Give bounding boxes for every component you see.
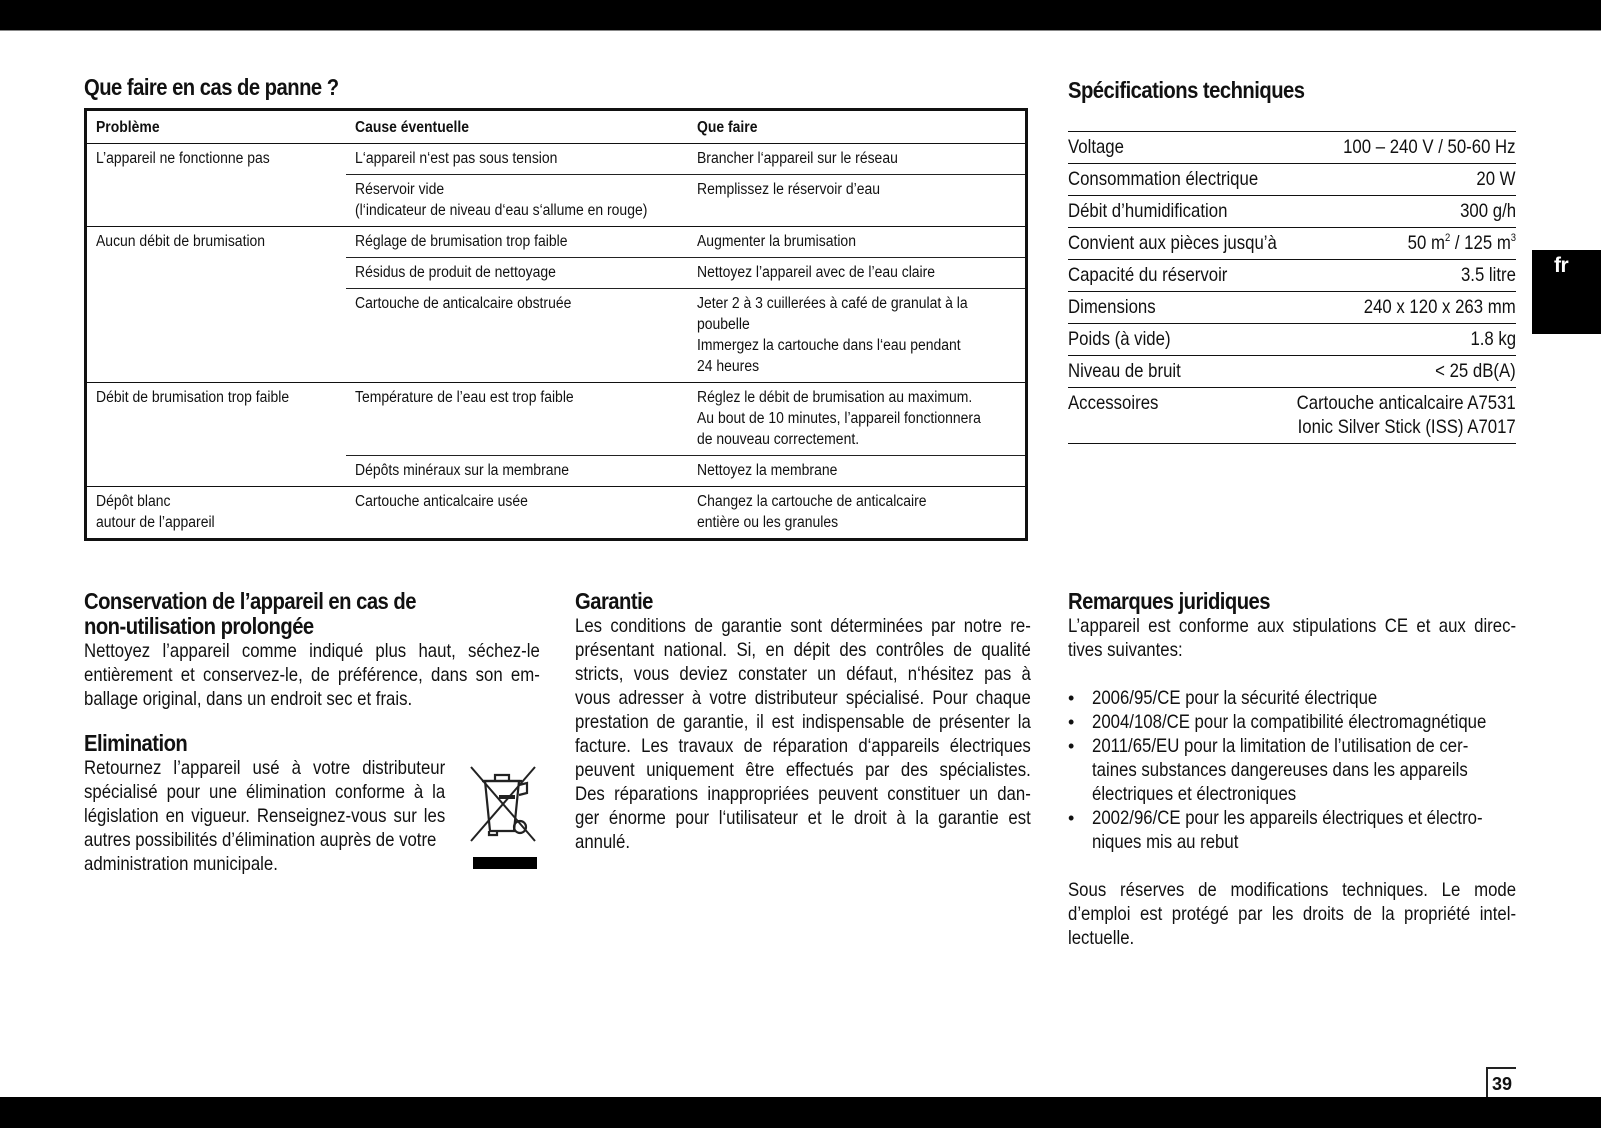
cause-cell <box>346 258 688 289</box>
text-line: taines substances dangereuses dans les appareils <box>1092 759 1468 781</box>
specifications-bottom-rule <box>1068 443 1516 444</box>
table-row <box>86 144 1027 175</box>
spec-value: 20 W <box>1476 168 1516 190</box>
legal-title: Remarques juridiques <box>1068 588 1271 614</box>
cell-line: Réglage de brumisation trop faible <box>355 233 568 250</box>
spec-value: 240 x 120 x 263 mm <box>1364 296 1516 318</box>
cell-line: Remplissez le réservoir d’eau <box>696 181 880 198</box>
cell-line: autour de l’appareil <box>96 514 215 531</box>
language-tab-label: fr <box>1554 254 1569 277</box>
column-left <box>84 589 540 876</box>
cell-line: Dépôt blanc <box>96 493 171 510</box>
text-line: L’appareil est conforme aux stipulations CE et aux direc- <box>1068 615 1517 637</box>
header-problem: Problème <box>86 110 347 144</box>
header-cause: Cause éventuelle <box>346 110 688 144</box>
spec-label: Consommation électrique <box>1068 168 1259 190</box>
cell-line: Au bout de 10 minutes, l’appareil fonctionnera <box>696 410 981 427</box>
weee-crossed-bin-icon <box>467 759 539 869</box>
storage-title: Conservation de l’appareil en cas de non-utilisation prolongée <box>84 588 416 639</box>
legal-closing <box>1068 878 1516 950</box>
action-cell <box>688 456 1027 487</box>
spec-row <box>1068 355 1516 387</box>
text-line: 2002/96/CE pour les appareils électriques et électro- <box>1092 807 1483 829</box>
cell-line: Aucun débit de brumisation <box>96 233 266 250</box>
text-line: vous adresser à votre distributeur spécialisé. Pour chaque <box>575 687 1031 709</box>
text-line: lectuelle. <box>1068 927 1135 949</box>
cell-line: Résidus de produit de nettoyage <box>355 264 556 281</box>
spec-label: Convient aux pièces jusqu’à <box>1068 232 1277 254</box>
cell-line: (l‘indicateur de niveau d‘eau s‘allume en rouge) <box>355 202 648 219</box>
cell-line: Cartouche anticalcaire usée <box>355 493 528 510</box>
cell-line: L‘appareil n‘est pas sous tension <box>355 150 558 167</box>
spec-row <box>1068 163 1516 195</box>
directives-list <box>1068 686 1516 854</box>
page-number: 39 <box>1486 1067 1516 1097</box>
text-line: peuvent uniquement être effectués par des spécialistes. <box>575 759 1031 781</box>
spec-row <box>1068 387 1516 443</box>
column-middle <box>575 589 1031 854</box>
bullet-icon: • <box>1068 712 1075 732</box>
storage-text <box>84 639 540 711</box>
text-line: législation en vigueur. Renseignez-vous sur les <box>84 805 446 827</box>
problem-cell <box>86 144 347 227</box>
cell-line: Débit de brumisation trop faible <box>96 389 290 406</box>
text-line: 2006/95/CE pour la sécurité électrique <box>1092 687 1378 709</box>
action-cell <box>688 258 1027 289</box>
spec-label: Accessoires <box>1068 392 1159 414</box>
cell-line: poubelle <box>696 316 750 333</box>
spec-row <box>1068 259 1516 291</box>
cause-cell <box>346 175 688 227</box>
column-right <box>1068 589 1516 950</box>
troubleshooting-title: Que faire en cas de panne ? <box>84 74 339 100</box>
spec-value: Cartouche anticalcaire A7531 Ionic Silver Stick (ISS) A7017 <box>1296 392 1516 438</box>
bullet-icon: • <box>1068 688 1075 708</box>
text-line: Nettoyez l’appareil comme indiqué plus haut, séchez-le <box>84 640 540 662</box>
spec-label: Poids (à vide) <box>1068 328 1171 350</box>
spec-value: 300 g/h <box>1460 200 1516 222</box>
cell-line: Nettoyez l’appareil avec de l’eau claire <box>696 264 935 281</box>
cause-cell <box>346 456 688 487</box>
specifications-section <box>1068 78 1516 444</box>
spec-label: Débit d’humidification <box>1068 200 1228 222</box>
directive-item <box>1068 686 1516 710</box>
action-cell <box>688 487 1027 540</box>
spec-value: < 25 dB(A) <box>1435 360 1516 382</box>
directive-item <box>1068 710 1516 734</box>
cell-line: Changez la cartouche de anticalcaire <box>696 493 927 510</box>
cause-cell <box>346 289 688 383</box>
troubleshooting-section <box>84 75 1028 541</box>
text-line: niques mis au rebut <box>1092 831 1239 853</box>
cause-cell <box>346 227 688 258</box>
spec-label: Capacité du réservoir <box>1068 264 1228 286</box>
spec-value: 100 – 240 V / 50-60 Hz <box>1343 136 1516 158</box>
text-line: administration municipale. <box>84 853 278 875</box>
spec-label: Niveau de bruit <box>1068 360 1181 382</box>
language-tab <box>1532 250 1601 334</box>
spec-row <box>1068 131 1516 163</box>
directive-item <box>1068 734 1516 806</box>
cell-line: Réglez le débit de brumisation au maximum. <box>696 389 973 406</box>
table-row <box>86 227 1027 258</box>
action-cell <box>688 144 1027 175</box>
text-line: stricts, vous deviez constater un défaut, n‘hésitez pas à <box>575 663 1031 685</box>
problem-cell <box>86 383 347 487</box>
problem-cell <box>86 487 347 540</box>
spec-value: 1.8 kg <box>1470 328 1516 350</box>
spec-label: Dimensions <box>1068 296 1156 318</box>
disposal-section <box>84 731 540 876</box>
cell-line: L’appareil ne fonctionne pas <box>96 150 270 167</box>
text-line: 2004/108/CE pour la compatibilité électromagnétique <box>1092 711 1487 733</box>
spec-value: 50 $m^2 / 125$ $m^3$ <box>1407 232 1516 254</box>
troubleshooting-table <box>84 108 1028 541</box>
text-line: prestation de garantie, il est indispensable de présenter la <box>575 711 1031 733</box>
text-line: ballage original, dans un endroit sec et frais. <box>84 688 413 710</box>
cell-line: Température de l’eau est trop faible <box>355 389 574 406</box>
cell-line: Augmenter la brumisation <box>696 233 856 250</box>
spec-row <box>1068 323 1516 355</box>
table-header-row <box>86 110 1027 144</box>
text-line: présentant national. Si, en dépit des contrôles de qualité <box>575 639 1031 661</box>
text-line: Retournez l’appareil usé à votre distributeur <box>84 757 446 779</box>
text-line: annulé. <box>575 831 631 853</box>
cause-cell <box>346 144 688 175</box>
specifications-title: Spécifications techniques <box>1068 77 1305 103</box>
table-row <box>86 383 1027 456</box>
spec-row <box>1068 291 1516 323</box>
action-cell <box>688 227 1027 258</box>
text-line: 2011/65/EU pour la limitation de l’utilisation de cer- <box>1092 735 1469 757</box>
warranty-title: Garantie <box>575 588 653 614</box>
bullet-icon: • <box>1068 736 1075 756</box>
problem-cell <box>86 227 347 383</box>
specifications-table <box>1068 131 1516 443</box>
action-cell <box>688 175 1027 227</box>
text-line: d’emploi est protégé par les droits de la propriété intel- <box>1068 903 1517 925</box>
cell-line: Brancher l‘appareil sur le réseau <box>696 150 898 167</box>
disposal-title: Elimination <box>84 730 188 756</box>
cell-line: Cartouche de anticalcaire obstruée <box>355 295 572 312</box>
action-cell <box>688 289 1027 383</box>
text-line: électriques et électroniques <box>1092 783 1297 805</box>
table-row <box>86 487 1027 540</box>
text-line: facture. Les travaux de réparation d‘appareils électriques <box>575 735 1031 757</box>
header-action: Que faire <box>688 110 1027 144</box>
cell-line: Dépôts minéraux sur la membrane <box>355 462 570 479</box>
cell-line: Nettoyez la membrane <box>696 462 838 479</box>
text-line: tives suivantes: <box>1068 639 1183 661</box>
spec-row <box>1068 227 1516 259</box>
legal-intro <box>1068 614 1516 662</box>
text-line: Sous réserves de modifications techniques. Le mode <box>1068 879 1517 901</box>
text-line: autres possibilités d’élimination auprès de votre <box>84 829 437 851</box>
cell-line: 24 heures <box>696 358 759 375</box>
directive-item <box>1068 806 1516 854</box>
action-cell <box>688 383 1027 456</box>
cell-line: Réservoir vide <box>355 181 445 198</box>
cell-line: entière ou les granules <box>696 514 838 531</box>
text-line: Les conditions de garantie sont déterminées par notre re- <box>575 615 1031 637</box>
cause-cell <box>346 383 688 456</box>
text-line: Des réparations inappropriées peuvent constituer un dan- <box>575 783 1031 805</box>
warranty-text <box>575 614 1031 854</box>
cell-line: de nouveau correctement. <box>696 431 859 448</box>
text-line: entièrement et conservez-le, de préférence, dans son em- <box>84 664 540 686</box>
top-black-bar <box>0 0 1601 31</box>
cause-cell <box>346 487 688 540</box>
spec-row <box>1068 195 1516 227</box>
text-line: spécialisé pour une élimination conforme à la <box>84 781 446 803</box>
bottom-black-bar <box>0 1097 1601 1128</box>
bullet-icon: • <box>1068 808 1075 828</box>
cell-line: Immergez la cartouche dans l‘eau pendant <box>696 337 961 354</box>
spec-label: Voltage <box>1068 136 1124 158</box>
text-line: ger énorme pour l‘utilisateur et le droit à la garantie est <box>575 807 1031 829</box>
cell-line: Jeter 2 à 3 cuillerées à café de granulat à la <box>696 295 968 312</box>
spec-value: 3.5 litre <box>1461 264 1516 286</box>
